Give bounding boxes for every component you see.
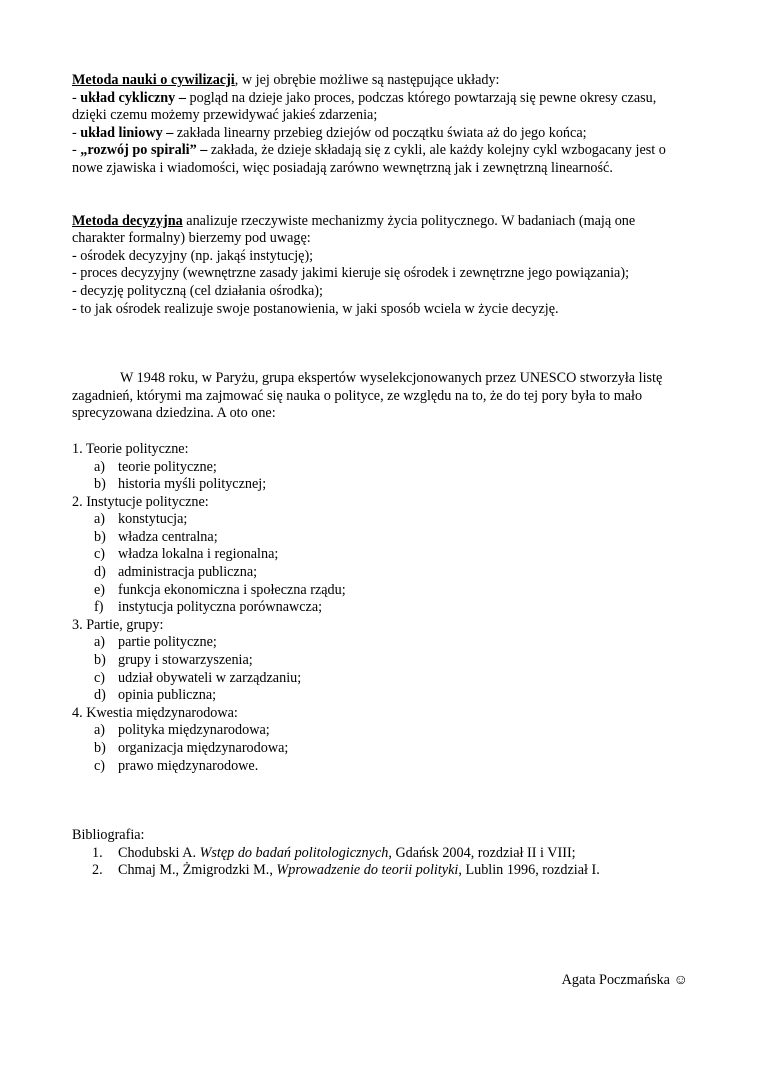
topic-item: a) teorie polityczne; — [94, 458, 217, 475]
topic-item: c) prawo międzynarodowe. — [94, 757, 259, 774]
section1-item: - układ liniowy – zakłada linearny przebieg dziejów od początku świata aż do jego końca; — [72, 124, 587, 141]
topic-group-title: 4. Kwestia międzynarodowa: — [72, 704, 238, 721]
topic-item: b) historia myśli politycznej; — [94, 476, 267, 493]
section1-item: - „rozwój po spirali” – zakłada, że dzieje składają się z cykli, ale każdy kolejny cykl wzbogacany jest o nowe zjawiska i wiadomości, więc posiadają zarówno wewnętrzną jak i zewnętrzną linearność. — [72, 142, 666, 176]
section2-intro: Metoda decyzyjna analizuje rzeczywiste mechanizmy życia politycznego. W badaniach (mają one charakter formalny) bierzemy pod uwagę: — [72, 212, 636, 247]
section3-paragraph: W 1948 roku, w Paryżu, grupa ekspertów wyselekcjonowanych przez UNESCO stworzyła listę zagadnień, którymi ma zajmować się nauka o polityce, ze względu na to, że do tej pory była to mało sprecyzowana dziedzina. A oto one: — [72, 370, 663, 422]
topic-list — [72, 441, 690, 775]
section2-item: - proces decyzyjny (wewnętrzne zasady jakimi kieruje się ośrodek i zewnętrzne jego powiązania); — [72, 265, 630, 282]
topic-item: d) opinia publiczna; — [94, 687, 217, 704]
section2-heading: Metoda decyzyjna — [72, 212, 183, 229]
topic-group-title: 3. Partie, grupy: — [72, 616, 164, 633]
section1-intro: Metoda nauki o cywilizacji, w jej obrębie możliwe są następujące układy: — [72, 72, 500, 88]
author-signature: Agata Poczmańska ☺ — [561, 972, 688, 988]
section1-heading: Metoda nauki o cywilizacji — [72, 72, 235, 88]
topic-item: d) administracja publiczna; — [94, 564, 258, 581]
topic-item: b) władza centralna; — [94, 528, 218, 545]
section2-item: - to jak ośrodek realizuje swoje postanowienia, w jaki sposób wciela w życie decyzję. — [72, 300, 559, 317]
topic-item: b) organizacja międzynarodowa; — [94, 740, 289, 756]
topic-item: c) władza lokalna i regionalna; — [94, 546, 279, 563]
bibliography-item: 2. Chmaj M., Żmigrodzki M., Wprowadzenie do teorii polityki, Lublin 1996, rozdział I. — [92, 862, 600, 879]
bibliography-title: Bibliografia: — [72, 827, 145, 844]
section1-item: - układ cykliczny – pogląd na dzieje jako proces, podczas którego powtarzają się pewne okresy czasu, dzięki czemu możemy przewidywać jakieś zdarzenia; — [72, 89, 657, 124]
topic-group-title: 1. Teorie polityczne: — [72, 440, 189, 457]
topic-item: e) funkcja ekonomiczna i społeczna rządu; — [94, 581, 346, 598]
topic-item: a) polityka międzynarodowa; — [94, 722, 270, 739]
bibliography-item: 1. Chodubski A. Wstęp do badań politologicznych, Gdańsk 2004, rozdział II i VIII; — [92, 844, 576, 861]
section2-item: - ośrodek decyzyjny (np. jakąś instytucję); — [72, 247, 314, 264]
topic-item: a) partie polityczne; — [94, 634, 217, 651]
topic-group-title: 2. Instytucje polityczne: — [72, 493, 209, 510]
topic-item: a) konstytucja; — [94, 511, 188, 528]
topic-item: f) instytucja polityczna porównawcza; — [94, 599, 323, 616]
topic-item: c) udział obywateli w zarządzaniu; — [94, 669, 302, 686]
section2-item: - decyzję polityczną (cel działania ośrodka); — [72, 282, 323, 299]
topic-item: b) grupy i stowarzyszenia; — [94, 652, 253, 669]
document-page — [72, 72, 690, 880]
